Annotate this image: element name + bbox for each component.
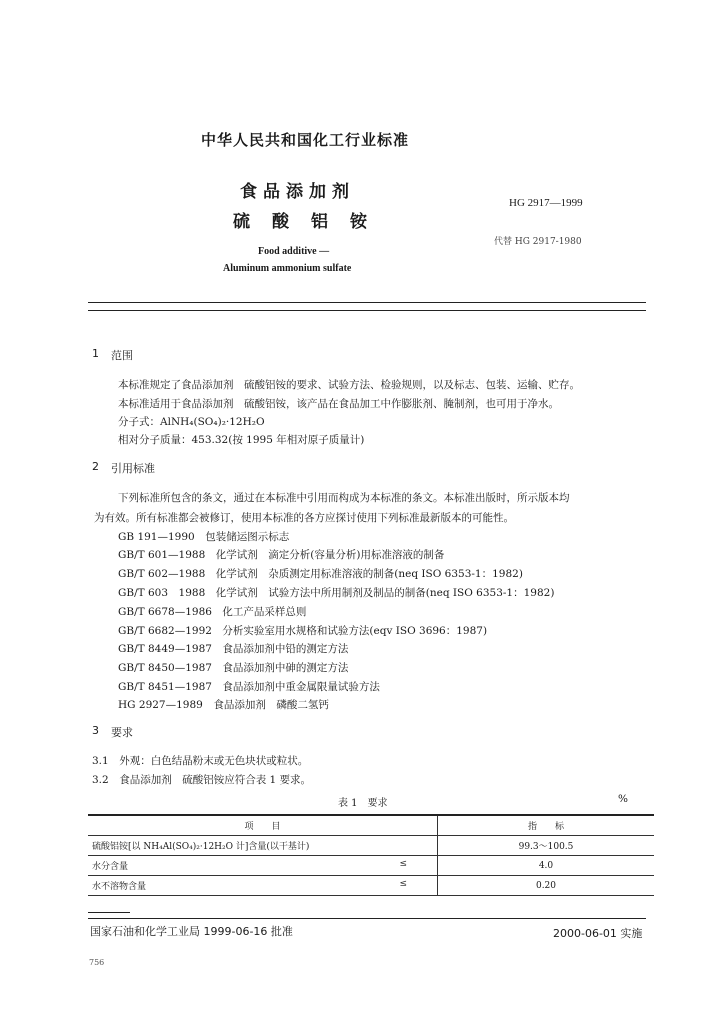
section2-number: 2 xyxy=(92,460,99,473)
approval-text: 国家石油和化学工业局 1999-06-16 批准 xyxy=(90,925,293,938)
section3-item1: 3.1 外观：白色结晶粉末或无色块状或粒状。 xyxy=(92,755,309,767)
section3-title: 要求 xyxy=(111,726,133,739)
standard-title: 中华人民共和国化工行业标准 xyxy=(200,131,409,149)
requirements-table xyxy=(88,814,654,896)
reference-item: GB/T 603 1988 化学试剂 试验方法中所用制剂及制品的制备(neq ISO 6353-1：1982) xyxy=(118,587,555,599)
reference-item: GB/T 8449—1987 食品添加剂中铅的测定方法 xyxy=(118,643,349,655)
footer-rule xyxy=(88,918,646,919)
implementation-text: 2000-06-01 实施 xyxy=(553,927,643,940)
item-text: 硫酸铝铵[以 NH₄Al(SO₄)₂·12H₂O 计]含量(以干基计) xyxy=(92,842,310,852)
le-symbol: ≤ xyxy=(399,879,407,889)
english-title-line2: Aluminum ammonium sulfate xyxy=(223,263,352,274)
page-number: 756 xyxy=(89,958,105,967)
item-text: 水分含量 xyxy=(92,862,129,872)
le-symbol: ≤ xyxy=(399,859,407,869)
section3-item2: 3.2 食品添加剂 硫酸铝铵应符合表 1 要求。 xyxy=(92,774,312,786)
table-row xyxy=(88,836,654,856)
table-caption: 表 1 要求 xyxy=(338,798,388,809)
section3-number: 3 xyxy=(92,724,99,737)
table-cell-item xyxy=(88,836,438,856)
reference-item: GB/T 602—1988 化学试剂 杂质测定用标准溶液的制备(neq ISO 6353-1：1982) xyxy=(118,568,523,580)
section1-title: 范围 xyxy=(111,349,133,362)
header-item-cell: 项 目 xyxy=(88,815,438,836)
standard-code: HG 2917—1999 xyxy=(509,197,583,209)
section1-line: 分子式：AlNH₄(SO₄)₂·12H₂O xyxy=(118,416,265,428)
section1-number: 1 xyxy=(92,347,99,360)
section1-line: 相对分子质量：453.32(按 1995 年相对原子质量计) xyxy=(118,434,365,446)
section1-line: 本标准规定了食品添加剂 硫酸铝铵的要求、试验方法、检验规则，以及标志、包装、运输、贮存。 xyxy=(118,379,580,391)
section1-line: 本标准适用于食品添加剂 硫酸铝铵，该产品在食品加工中作膨胀剂、腌制剂，也可用于净水。 xyxy=(118,398,559,410)
reference-item: GB/T 6682—1992 分析实验室用水规格和试验方法(eqv ISO 3696：1987) xyxy=(118,625,488,637)
table-cell-value: 4.0 xyxy=(438,856,655,876)
section2-intro-line2: 为有效。所有标准都会被修订，使用本标准的各方应探讨使用下列标准最新版本的可能性。 xyxy=(94,512,514,524)
table-cell-item xyxy=(88,856,438,876)
header-value-cell: 指 标 xyxy=(438,815,655,836)
reference-item: HG 2927—1989 食品添加剂 磷酸二氢钙 xyxy=(118,699,329,711)
reference-item: GB/T 8451—1987 食品添加剂中重金属限量试验方法 xyxy=(118,681,380,693)
reference-item: GB 191—1990 包装储运图示标志 xyxy=(118,531,290,543)
table-cell-value: 0.20 xyxy=(438,876,655,896)
item-text: 水不溶物含量 xyxy=(92,882,147,892)
table-unit: % xyxy=(618,793,628,805)
section2-title: 引用标准 xyxy=(111,462,155,475)
reference-item: GB/T 8450—1987 食品添加剂中砷的测定方法 xyxy=(118,662,349,674)
table-row xyxy=(88,876,654,896)
section2-intro-line1: 下列标准所包含的条文，通过在本标准中引用而构成为本标准的条文。本标准出版时，所示版本均 xyxy=(118,492,570,504)
document-title-line1: 食品添加剂 xyxy=(240,182,355,202)
table-header-row xyxy=(88,815,654,836)
header-rule-bottom xyxy=(88,310,646,311)
document-title-line2: 硫酸铝铵 xyxy=(233,212,389,232)
reference-item: GB/T 6678—1986 化工产品采样总则 xyxy=(118,606,307,618)
reference-item: GB/T 601—1988 化学试剂 滴定分析(容量分析)用标准溶液的制备 xyxy=(118,549,445,561)
footer-rule-short xyxy=(88,912,130,913)
english-title-line1: Food additive — xyxy=(258,246,330,257)
table-cell-value: 99.3～100.5 xyxy=(438,836,655,856)
table-cell-item xyxy=(88,876,438,896)
replaces-note: 代替 HG 2917-1980 xyxy=(494,237,582,247)
table-row xyxy=(88,856,654,876)
header-rule-top xyxy=(88,302,646,303)
